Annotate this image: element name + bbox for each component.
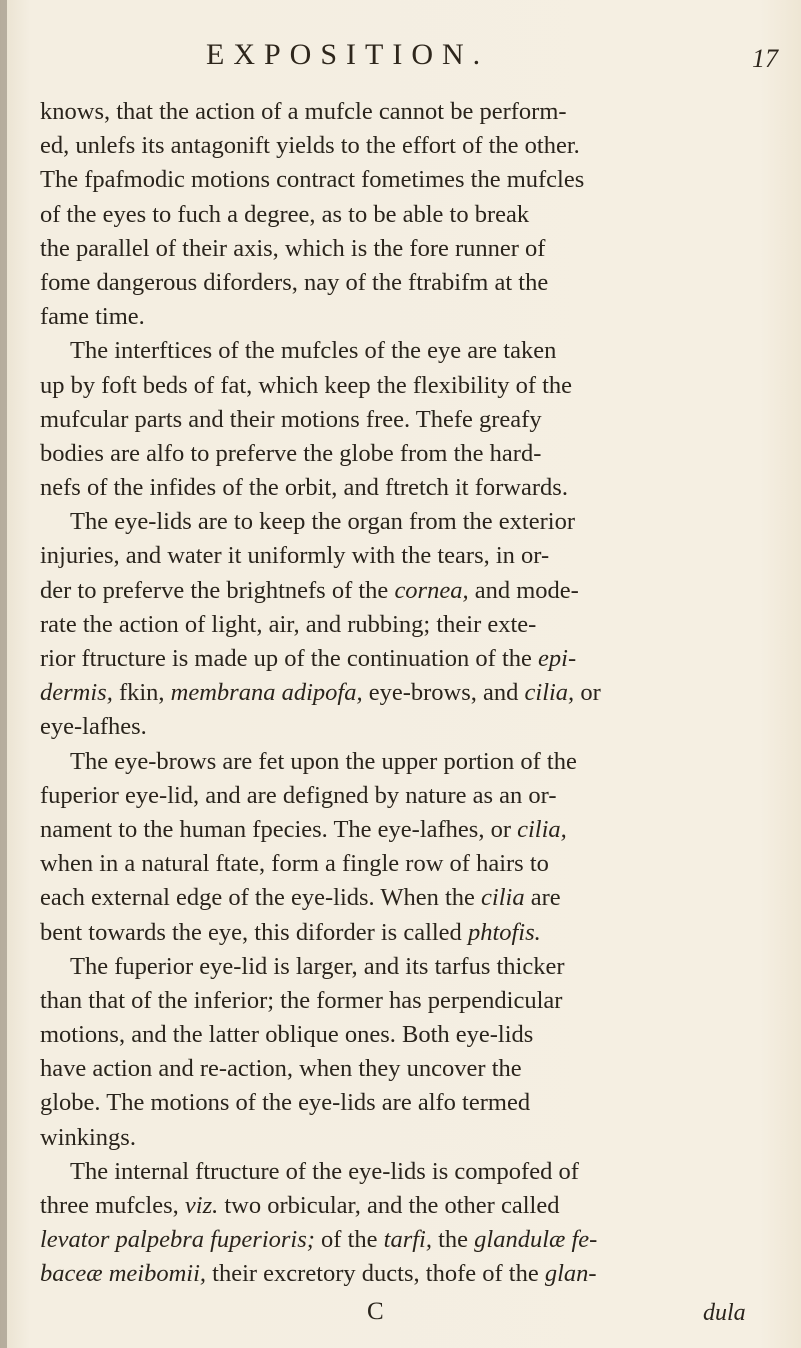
text-run: three mufcles, [40,1192,185,1219]
text-run: injuries, and water it uniformly with the tears, in or- [40,542,550,570]
italic-term: phtofis. [467,918,541,946]
text-line [40,369,780,403]
text-line [40,710,780,744]
text-line [40,1257,780,1291]
text-line [40,916,780,950]
text-run: rate the action of light, air, and rubbing; their exte- [40,610,537,638]
page-number: 17 [752,44,778,73]
italic-term: glan- [544,1260,597,1288]
text-line [40,984,780,1018]
text-line [40,1121,780,1155]
text-line [40,403,780,437]
text-line [40,1155,780,1189]
text-run: The eye-lids are to keep the organ from the exterior [70,508,575,536]
text-line [40,539,780,573]
text-line [40,574,780,608]
page-edge-shadow [0,0,7,1348]
text-run: The internal ftructure of the eye-lids is compofed of [70,1157,579,1185]
text-line [40,1018,780,1052]
text-line [40,129,780,163]
text-line [40,676,780,710]
italic-term: membrana adipofa, [170,679,363,707]
text-line [40,779,780,813]
italic-term: epi- [538,645,577,672]
text-run: ed, unlefs its antagonift yields to the effort of the other. [40,132,580,160]
text-line [40,847,780,881]
text-run: winkings. [40,1123,136,1151]
text-line [40,881,780,915]
text-line [40,300,780,334]
text-run: nefs of the infides of the orbit, and ftretch it forwards. [40,474,568,502]
text-run: eye-lafhes. [40,713,147,741]
text-line [40,505,780,539]
text-run: der to preferve the brightnefs of the [40,576,395,604]
text-run: The fpafmodic motions contract fometimes the mufcles [40,166,585,194]
text-run: fuperior eye-lid, and are defigned by nature as an or- [40,781,557,809]
text-run: knows, that the action of a mufcle cannot be perform- [40,98,567,125]
text-line [40,198,780,232]
text-run: The interftices of the mufcles of the eye are taken [70,337,557,365]
text-run: fkin, [112,679,171,707]
running-head: EXPOSITION. [206,38,490,71]
italic-term: glandulæ fe- [474,1226,598,1254]
text-line [40,1223,780,1257]
italic-term: viz. [184,1192,219,1219]
text-run: The eye-brows are fet upon the upper portion of the [70,747,577,775]
italic-term: cilia, [517,815,567,843]
text-run: the parallel of their axis, which is the fore runner of [40,234,546,262]
text-run: when in a natural ftate, form a fingle row of hairs to [40,850,549,878]
italic-term: tarfi, [383,1226,432,1254]
italic-term: levator palpebra fuperioris; [40,1226,315,1254]
text-line [40,266,780,300]
text-run: motions, and the latter oblique ones. Both eye-lids [40,1021,534,1049]
text-run: each external edge of the eye-lids. When the [40,884,482,912]
text-run: the [431,1226,475,1254]
body-text [40,95,780,1292]
text-run: than that of the inferior; the former has perpendicular [40,986,563,1014]
italic-term: cornea, [394,576,469,604]
italic-term: cilia [481,884,525,912]
text-run: The fuperior eye-lid is larger, and its tarfus thicker [70,952,565,980]
text-line [40,1086,780,1120]
text-run: or [574,679,601,707]
text-run: up by foft beds of fat, which keep the flexibility of the [40,371,573,399]
text-run: of the [314,1226,384,1254]
text-line [40,745,780,779]
text-line [40,437,780,471]
text-line [40,608,780,642]
text-run: their excretory ducts, thofe of the [206,1260,545,1288]
catchword: dula [703,1300,746,1326]
page-header [0,38,801,78]
text-line [40,471,780,505]
italic-term: cilia, [524,679,575,707]
text-run: of the eyes to fuch a degree, as to be able to break [40,200,530,228]
italic-term: dermis, [40,679,113,707]
text-run: and mode- [468,576,579,604]
signature-mark: C [367,1298,384,1325]
page-footer [0,1298,801,1338]
text-line [40,1189,780,1223]
text-run: bent towards the eye, this diforder is called [40,918,468,946]
text-run: are [524,884,561,912]
text-run: two orbicular, and the other called [218,1192,560,1219]
text-line [40,334,780,368]
text-run: bodies are alfo to preferve the globe from the hard- [40,439,542,467]
text-run: have action and re-action, when they uncover the [40,1055,522,1083]
text-run: fome dangerous diforders, nay of the ftrabifm at the [40,268,549,296]
text-run: eye-brows, and [362,679,525,707]
italic-term: baceæ meibomii, [40,1260,207,1288]
text-line [40,95,780,129]
text-line [40,232,780,266]
text-line [40,642,780,676]
text-run: fame time. [40,303,145,331]
text-run: mufcular parts and their motions free. Thefe greafy [40,405,542,433]
text-line [40,1052,780,1086]
text-line [40,813,780,847]
text-line [40,950,780,984]
text-run: globe. The motions of the eye-lids are alfo termed [40,1089,531,1117]
text-line [40,163,780,197]
text-run: rior ftructure is made up of the continuation of the [40,645,539,672]
text-run: nament to the human fpecies. The eye-lafhes, or [40,815,518,843]
